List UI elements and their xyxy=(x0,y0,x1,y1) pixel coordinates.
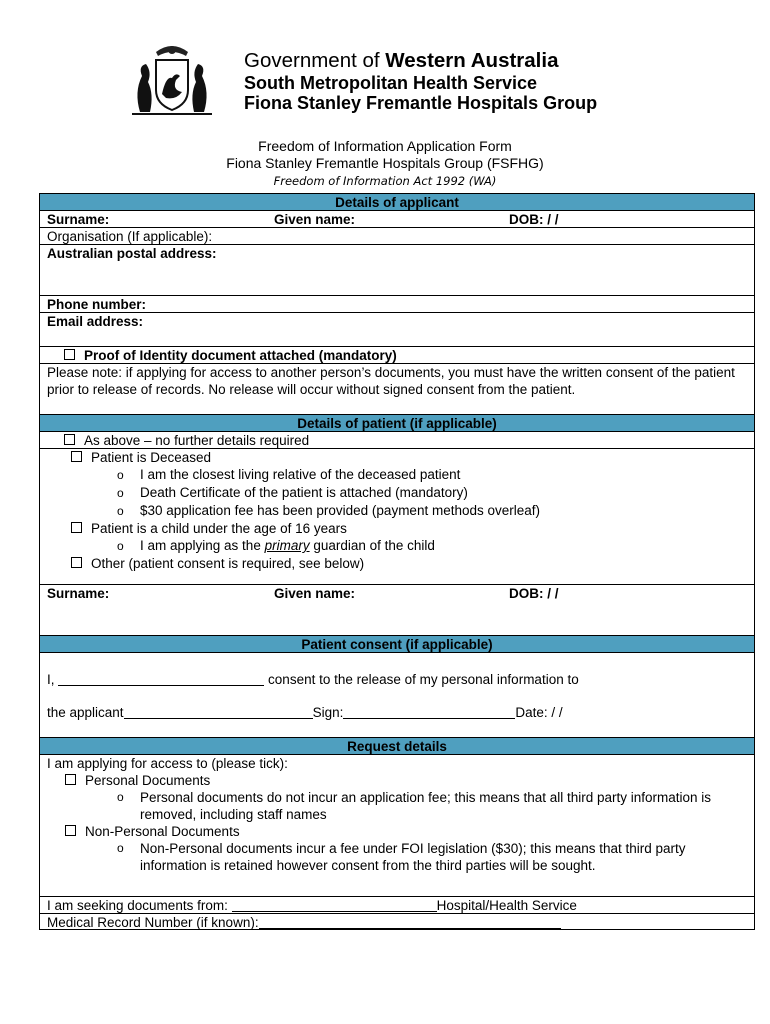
hollow-bullet-icon: o xyxy=(117,539,124,553)
other-option[interactable] xyxy=(47,555,747,572)
deceased-option[interactable] xyxy=(47,449,747,466)
hollow-bullet-icon: o xyxy=(117,841,124,855)
as-above-option[interactable] xyxy=(40,431,754,448)
email-field[interactable] xyxy=(40,312,754,346)
health-service-name: South Metropolitan Health Service xyxy=(244,72,538,93)
phone-label: Phone number: xyxy=(47,297,147,312)
checkbox-icon[interactable] xyxy=(71,557,82,568)
checkbox-icon[interactable] xyxy=(64,349,75,360)
patient-dob-label: DOB: / / xyxy=(509,586,559,601)
wa-coat-of-arms-icon xyxy=(126,42,218,122)
consent-signature-line: the applicant Sign: Date: / / xyxy=(47,705,563,720)
hospital-group-name: Fiona Stanley Fremantle Hospitals Group xyxy=(244,93,598,114)
patient-surname-label: Surname: xyxy=(47,586,110,601)
signature-line[interactable] xyxy=(343,704,515,719)
consent-name-line[interactable] xyxy=(58,671,264,686)
hollow-bullet-icon: o xyxy=(117,486,124,500)
applicant-name-line[interactable] xyxy=(124,704,313,719)
non-personal-documents-label: Non-Personal Documents xyxy=(85,824,240,839)
consent-statement: I, consent to the release of my personal information to xyxy=(47,672,579,687)
applicant-name-row[interactable] xyxy=(40,210,754,227)
hospital-name-line[interactable] xyxy=(232,897,437,912)
personal-documents-label: Personal Documents xyxy=(85,773,211,788)
deceased-label: Patient is Deceased xyxy=(91,450,212,465)
email-label: Email address: xyxy=(47,314,144,329)
child-label: Patient is a child under the age of 16 years xyxy=(91,521,347,536)
non-personal-documents-option[interactable] xyxy=(47,823,747,840)
medical-record-number-line[interactable] xyxy=(259,914,561,929)
consent-block xyxy=(40,652,754,737)
organisation-field[interactable] xyxy=(40,227,754,244)
checkbox-icon[interactable] xyxy=(65,825,76,836)
form-subtitle: Fiona Stanley Fremantle Hospitals Group (FSFHG) xyxy=(226,155,544,171)
closest-relative-item xyxy=(47,466,747,484)
personal-documents-desc: o Personal documents do not incur an application fee; this means that all third party information is removed, including staff names xyxy=(117,790,712,822)
checkbox-icon[interactable] xyxy=(71,451,82,462)
primary-emphasis: primary xyxy=(264,538,310,553)
consent-note: Please note: if applying for access to another person’s documents, you must have the written consent of the patient prior to release of records. No release will occur without signed consent from the patient. xyxy=(40,363,754,414)
request-block xyxy=(40,754,754,896)
hollow-bullet-icon: o xyxy=(117,790,124,804)
gov-title: Government of Western Australia xyxy=(244,49,559,72)
patient-options-block xyxy=(40,448,754,584)
death-certificate-label: Death Certificate of the patient is attached (mandatory) xyxy=(140,485,468,500)
other-label: Other (patient consent is required, see below) xyxy=(91,556,365,571)
closest-relative-label: I am the closest living relative of the deceased patient xyxy=(140,467,461,482)
death-certificate-item xyxy=(47,484,747,502)
foi-form xyxy=(39,193,755,930)
request-section-heading: Request details xyxy=(40,737,754,754)
patient-given-name-label: Given name: xyxy=(274,586,356,601)
consent-section-heading: Patient consent (if applicable) xyxy=(40,635,754,652)
request-intro: I am applying for access to (please tick): xyxy=(47,756,288,771)
phone-field[interactable] xyxy=(40,295,754,312)
consent-date-label: Date: / / xyxy=(515,705,563,720)
medical-record-number-row: Medical Record Number (if known): xyxy=(40,913,754,930)
as-above-label: As above – no further details required xyxy=(84,433,310,448)
patient-section-heading: Details of patient (if applicable) xyxy=(40,414,754,431)
non-personal-documents-desc: o Non-Personal documents incur a fee under FOI legislation ($30); this means that third party information is retained however consent from the third parties will be sought. xyxy=(117,841,686,873)
seeking-documents-row: I am seeking documents from: Hospital/Health Service xyxy=(40,896,754,913)
checkbox-icon[interactable] xyxy=(64,434,75,445)
form-titles xyxy=(0,138,770,190)
hollow-bullet-icon: o xyxy=(117,468,124,482)
guardian-item: o I am applying as the primary guardian of the child xyxy=(117,538,435,553)
applicant-dob-label: DOB: / / xyxy=(509,212,559,227)
legislation-reference: Freedom of Information Act 1992 (WA) xyxy=(273,174,497,188)
applicant-given-name-label: Given name: xyxy=(274,212,356,227)
application-fee-label: $30 application fee has been provided (payment methods overleaf) xyxy=(140,503,541,518)
postal-address-field[interactable] xyxy=(40,244,754,295)
applicant-surname-label: Surname: xyxy=(47,212,110,227)
child-option[interactable] xyxy=(47,520,747,537)
applicant-section-heading: Details of applicant xyxy=(40,193,754,210)
patient-name-row[interactable] xyxy=(40,584,754,635)
proof-of-identity-label: Proof of Identity document attached (mandatory) xyxy=(84,348,397,363)
letterhead xyxy=(126,42,638,122)
checkbox-icon[interactable] xyxy=(65,774,76,785)
hollow-bullet-icon: o xyxy=(117,504,124,518)
checkbox-icon[interactable] xyxy=(71,522,82,533)
personal-documents-option[interactable] xyxy=(47,772,747,789)
organisation-label: Organisation (If applicable): xyxy=(47,229,213,244)
application-fee-item xyxy=(47,502,747,520)
form-title: Freedom of Information Application Form xyxy=(258,138,512,154)
proof-of-identity-checkbox[interactable] xyxy=(40,346,754,363)
postal-address-label: Australian postal address: xyxy=(47,246,217,261)
